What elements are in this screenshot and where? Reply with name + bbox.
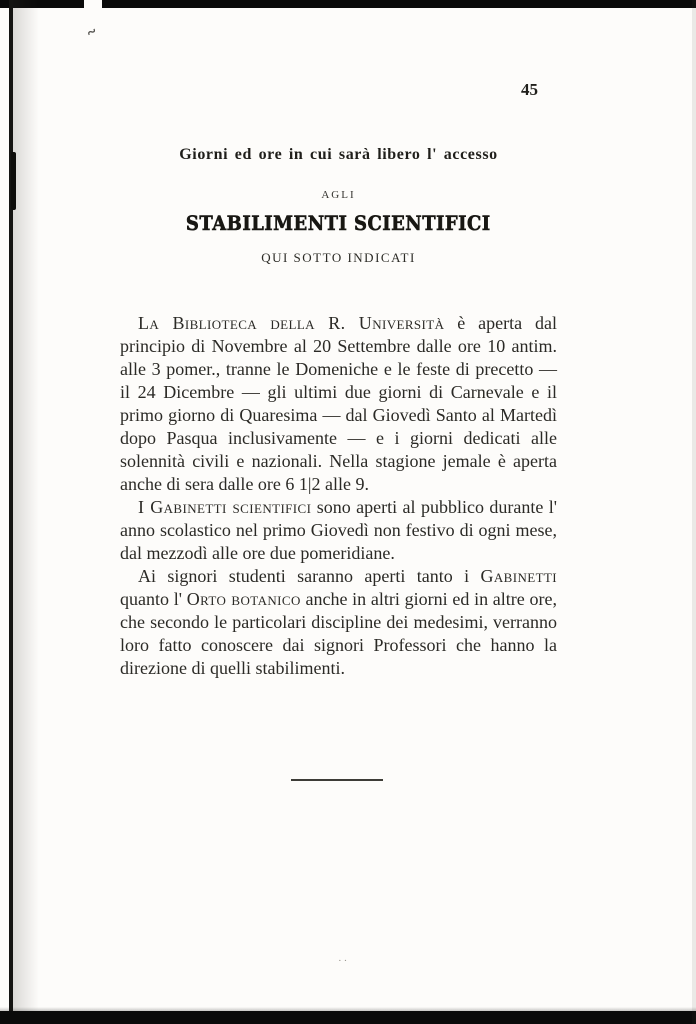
scan-edge-left-shade (13, 0, 39, 1011)
scan-edge-top (0, 0, 696, 8)
pen-mark: ~ (84, 23, 100, 43)
small-caps-text: La Biblioteca della R. Università (138, 313, 445, 333)
smudge-mark: ·· (338, 955, 350, 967)
section-title: Giorni ed ore in cui sarà libero l' accesso (179, 146, 498, 163)
subtitle-agli: AGLI (321, 189, 356, 201)
main-title (120, 211, 557, 235)
small-caps-text: Gabinetti (480, 566, 557, 586)
main-title-text: STABILIMENTI SCIENTIFICI (186, 211, 491, 235)
page-number: 45 (521, 80, 538, 99)
scan-edge-top-notch (84, 0, 102, 8)
scan-edge-left-mark (11, 152, 16, 210)
body-text (120, 312, 557, 680)
body-text-segment: sono aperti al pubblico durante l' anno scolastico nel primo Giovedì non festivo di ogni mese, dal mezzodì alle ore due pomeridiane. (120, 497, 557, 563)
small-caps-text: I Gabinetti scientifici (138, 497, 312, 517)
body-text-segment: anche in altri giorni ed in altre ore, che secondo le particolari discipline dei medesimi, verranno loro fatto conoscere dai signori Professori che hanno la direzione di quelli stabilimenti. (120, 589, 558, 678)
paragraph (120, 565, 557, 680)
scan-edge-right-shade (692, 0, 696, 1024)
paragraph (120, 312, 557, 496)
subtitle-indicati: QUI SOTTO INDICATI (261, 250, 416, 265)
paragraph (120, 496, 557, 565)
body-text-segment: quanto l' (120, 589, 187, 609)
body-text-segment: è aperta dal principio di Novembre al 20 Settembre dalle ore 10 antim. alle 3 pomer., tranne le Domeniche e le feste di precetto — il 24 Dicembre — gli ultimi due giorni di Carnevale e il primo giorno di Quaresima — dal Giovedì Santo al Martedì dopo Pasqua inclusivamente — e i giorni dedicati alle solennità civili e nazionali. Nella stagione jemale è aperta anche di sera dalle ore 6 1|2 alle 9. (120, 313, 557, 494)
body-text-segment: Ai signori studenti saranno aperti tanto i (138, 566, 481, 586)
section-divider (291, 779, 383, 781)
small-caps-text: Orto botanico (186, 589, 301, 609)
scan-edge-bottom (0, 1011, 696, 1024)
